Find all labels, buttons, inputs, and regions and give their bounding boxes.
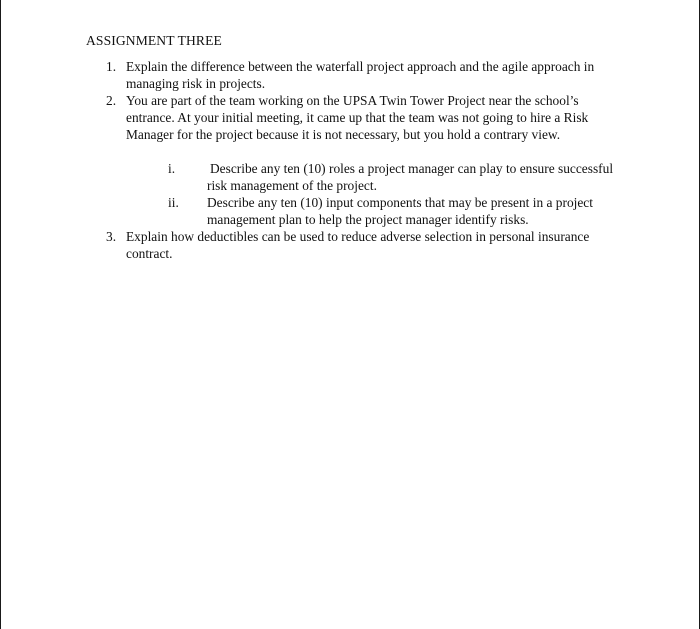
subquestion-ii	[126, 194, 616, 228]
question-text: You are part of the team working on the UPSA Twin Tower Project near the school’s entrance. At your initial meeting, it came up that the team was not going to hire a Risk Manager for the project because it is not necessary, but you hold a contrary view.	[126, 93, 589, 142]
page-title: ASSIGNMENT THREE	[86, 33, 222, 48]
subquestion-text: Describe any ten (10) roles a project manager can play to ensure successful risk management of the project.	[207, 161, 614, 193]
subquestion-i	[126, 160, 616, 194]
question-number: 2.	[106, 93, 117, 108]
subquestion-text: Describe any ten (10) input components that may be present in a project management plan to help the project manager identify risks.	[207, 195, 593, 227]
subquestion-number: i.	[168, 161, 176, 176]
subquestion-list	[126, 160, 616, 228]
question-text: Explain how deductibles can be used to reduce adverse selection in personal insurance contract.	[126, 229, 590, 261]
question-2	[86, 92, 616, 228]
question-number: 3.	[106, 229, 117, 244]
assignment-document	[86, 32, 616, 262]
question-1	[86, 58, 616, 92]
question-number: 1.	[106, 59, 117, 74]
question-text: Explain the difference between the waterfall project approach and the agile approach in managing risk in projects.	[126, 59, 595, 91]
question-3	[86, 228, 616, 262]
subquestion-number: ii.	[168, 195, 179, 210]
